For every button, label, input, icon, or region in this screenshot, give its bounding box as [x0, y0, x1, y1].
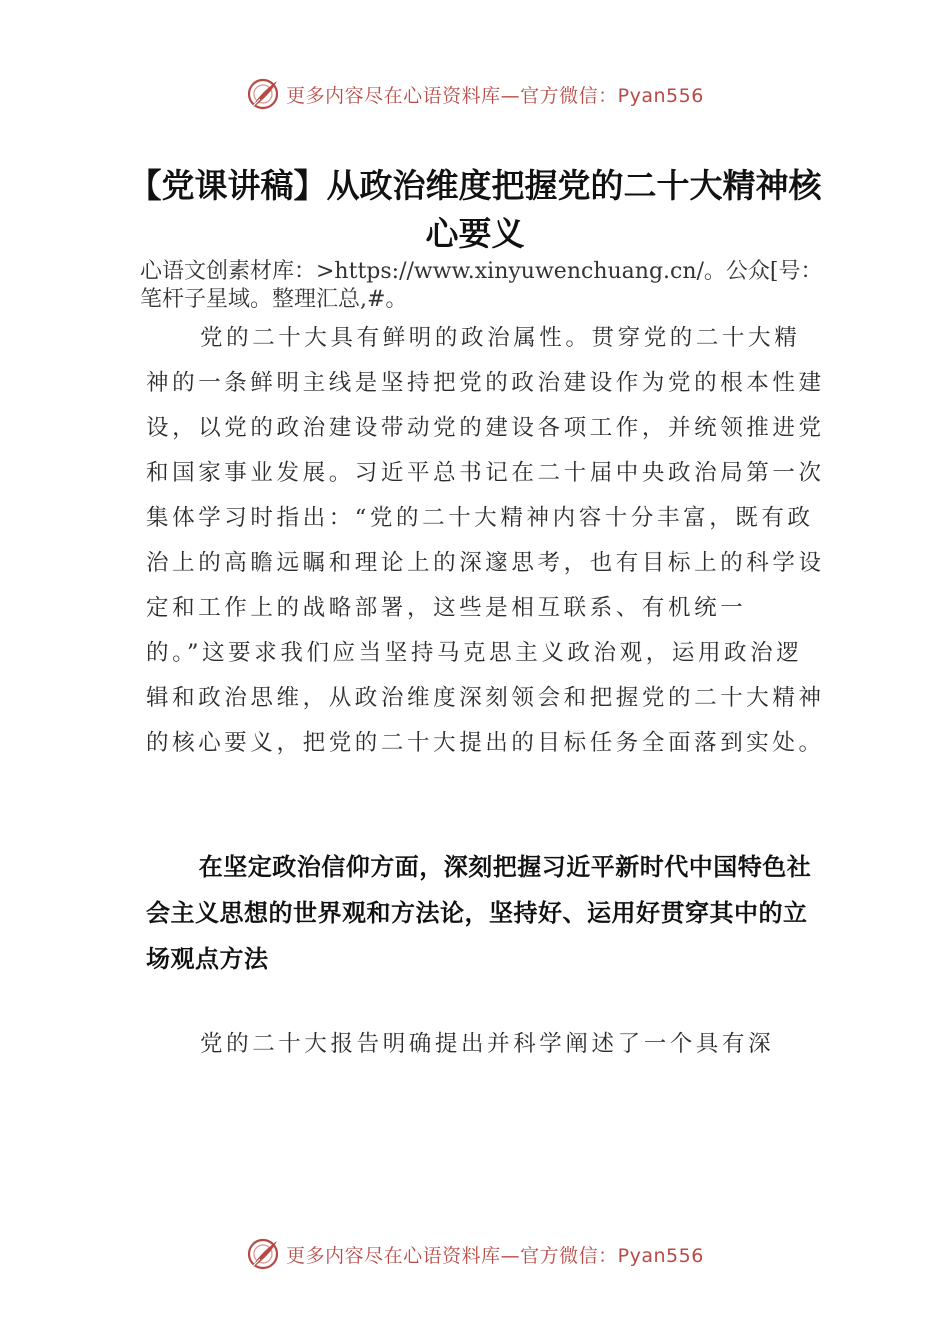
quill-logo-icon [246, 77, 280, 111]
body-paragraph-1: 党的二十大具有鲜明的政治属性。贯穿党的二十大精神的一条鲜明主线是坚持把党的政治建设作为党的根本性建设，以党的政治建设带动党的建设各项工作，并统领推进党和国家事业发展。习近平总书记在二十届中央政治局第一次集体学习时指出：“党的二十大精神内容十分丰富，既有政治上的高瞻远瞩和理论上的深邃思考，也有目标上的科学设定和工作上的战略部署，这些是相互联系、有机统一的。”这要求我们应当坚持马克思主义政治观，运用政治逻辑和政治思维，从政治维度深刻领会和把握党的二十大精神的核心要义，把党的二十大提出的目标任务全面落到实处。 [146, 325, 825, 756]
header-watermark-text: 更多内容尽在心语资料库—官方微信：Pyan556 [286, 84, 704, 107]
footer-watermark-text: 更多内容尽在心语资料库—官方微信：Pyan556 [286, 1244, 704, 1267]
quill-logo-icon [246, 1237, 280, 1271]
body-paragraph-2: 党的二十大报告明确提出并科学阐述了一个具有深 [200, 1031, 775, 1057]
header-watermark [0, 72, 950, 116]
section-heading: 在坚定政治信仰方面，深刻把握习近平新时代中国特色社会主义思想的世界观和方法论，坚持好、运用好贯穿其中的立场观点方法 [146, 853, 812, 973]
document-title: 【党课讲稿】从政治维度把握党的二十大精神核心要义 [128, 166, 822, 253]
footer-watermark [0, 1232, 950, 1276]
source-line: 心语文创素材库：>https://www.xinyuwenchuang.cn/。公众[号：笔杆子星域。整理汇总,#。 [140, 259, 823, 312]
